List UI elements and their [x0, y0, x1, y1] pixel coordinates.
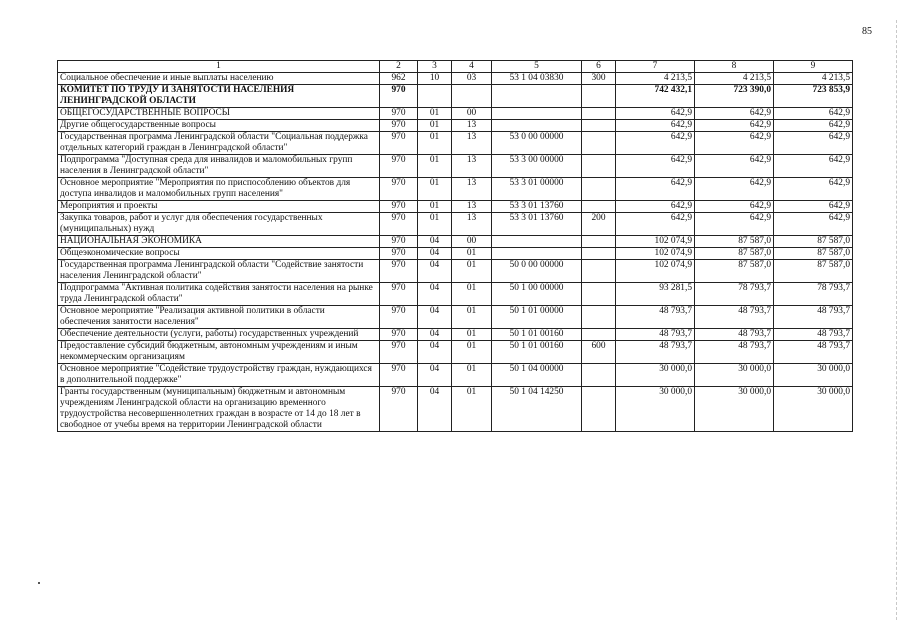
row-target-item: 53 0 00 00000 [492, 132, 582, 155]
row-value-col9: 78 793,7 [774, 283, 853, 306]
row-expense-kind: 600 [582, 341, 616, 364]
row-name: Социальное обеспечение и иные выплаты населению [58, 73, 380, 85]
row-section: 04 [418, 387, 452, 432]
row-section: 01 [418, 155, 452, 178]
row-value-col7: 4 213,5 [616, 73, 695, 85]
row-value-col8: 642,9 [695, 132, 774, 155]
header-cell: 3 [418, 61, 452, 73]
table-row [58, 213, 853, 236]
row-target-item: 50 0 00 00000 [492, 260, 582, 283]
row-value-col9: 642,9 [774, 132, 853, 155]
row-expense-kind [582, 155, 616, 178]
row-subsection: 01 [452, 248, 492, 260]
row-target-item [492, 108, 582, 120]
row-value-col9: 48 793,7 [774, 329, 853, 341]
page-number: 85 [862, 26, 872, 37]
row-name: Обеспечение деятельности (услуги, работы) государственных учреждений [58, 329, 380, 341]
row-value-col8: 642,9 [695, 201, 774, 213]
row-value-col9: 642,9 [774, 120, 853, 132]
table-body [58, 73, 853, 432]
row-subsection: 01 [452, 260, 492, 283]
row-section: 01 [418, 120, 452, 132]
table-row [58, 248, 853, 260]
row-target-item [492, 85, 582, 108]
row-value-col7: 48 793,7 [616, 329, 695, 341]
row-value-col7: 642,9 [616, 108, 695, 120]
row-value-col9: 642,9 [774, 178, 853, 201]
row-code: 970 [380, 306, 418, 329]
row-target-item: 53 3 01 13760 [492, 213, 582, 236]
row-code: 970 [380, 236, 418, 248]
row-section [418, 85, 452, 108]
row-value-col8: 48 793,7 [695, 341, 774, 364]
row-section: 01 [418, 132, 452, 155]
row-value-col8: 87 587,0 [695, 236, 774, 248]
row-name: Гранты государственным (муниципальным) бюджетным и автономным учреждениям Ленинградской области на организацию временного трудоустройства несовершеннолетних граждан в возрасте от 14 до 18 лет в свободное от учебы время на территории Ленинградской области [58, 387, 380, 432]
row-code: 970 [380, 120, 418, 132]
budget-table [57, 60, 853, 432]
row-value-col7: 93 281,5 [616, 283, 695, 306]
row-subsection: 13 [452, 178, 492, 201]
row-value-col7: 102 074,9 [616, 260, 695, 283]
row-code: 970 [380, 283, 418, 306]
row-expense-kind: 200 [582, 213, 616, 236]
row-value-col9: 87 587,0 [774, 236, 853, 248]
row-value-col8: 30 000,0 [695, 387, 774, 432]
row-name: Подпрограмма "Активная политика содействия занятости населения на рынке труда Ленинградской области" [58, 283, 380, 306]
row-name: Закупка товаров, работ и услуг для обеспечения государственных (муниципальных) нужд [58, 213, 380, 236]
row-value-col7: 642,9 [616, 213, 695, 236]
row-code: 970 [380, 155, 418, 178]
table-row [58, 132, 853, 155]
row-value-col9: 48 793,7 [774, 306, 853, 329]
table-row [58, 329, 853, 341]
row-value-col7: 642,9 [616, 155, 695, 178]
row-code: 970 [380, 387, 418, 432]
row-value-col7: 642,9 [616, 178, 695, 201]
row-subsection: 01 [452, 387, 492, 432]
row-code: 970 [380, 260, 418, 283]
row-value-col7: 30 000,0 [616, 387, 695, 432]
table-row [58, 73, 853, 85]
row-expense-kind [582, 201, 616, 213]
row-section: 04 [418, 283, 452, 306]
table-row [58, 236, 853, 248]
row-subsection: 00 [452, 108, 492, 120]
row-value-col7: 642,9 [616, 132, 695, 155]
row-value-col7: 742 432,1 [616, 85, 695, 108]
row-target-item: 50 1 01 00000 [492, 306, 582, 329]
row-value-col9: 642,9 [774, 155, 853, 178]
row-value-col8: 87 587,0 [695, 248, 774, 260]
row-subsection: 01 [452, 329, 492, 341]
row-section: 01 [418, 178, 452, 201]
row-name: Государственная программа Ленинградской области "Содействие занятости населения Ленинградской области" [58, 260, 380, 283]
row-target-item: 53 3 01 00000 [492, 178, 582, 201]
row-section: 04 [418, 248, 452, 260]
row-subsection: 13 [452, 155, 492, 178]
table-row [58, 85, 853, 108]
row-value-col7: 642,9 [616, 120, 695, 132]
row-name: Основное мероприятие "Реализация активной политики в области обеспечения занятости населения" [58, 306, 380, 329]
table-row [58, 283, 853, 306]
row-subsection: 13 [452, 201, 492, 213]
row-value-col8: 642,9 [695, 108, 774, 120]
row-section: 01 [418, 108, 452, 120]
row-expense-kind [582, 85, 616, 108]
row-value-col9: 642,9 [774, 213, 853, 236]
row-subsection: 01 [452, 364, 492, 387]
row-subsection: 01 [452, 341, 492, 364]
row-name: Предоставление субсидий бюджетным, автономным учреждениям и иным некоммерческим организациям [58, 341, 380, 364]
table-row [58, 364, 853, 387]
row-value-col8: 4 213,5 [695, 73, 774, 85]
row-expense-kind [582, 306, 616, 329]
row-subsection: 13 [452, 213, 492, 236]
scan-edge-marks [896, 20, 898, 620]
row-subsection: 00 [452, 236, 492, 248]
row-value-col8: 87 587,0 [695, 260, 774, 283]
row-section: 01 [418, 213, 452, 236]
scan-speck [38, 582, 40, 584]
row-value-col7: 48 793,7 [616, 341, 695, 364]
row-target-item: 50 1 01 00160 [492, 329, 582, 341]
row-code: 970 [380, 248, 418, 260]
row-target-item: 50 1 04 14250 [492, 387, 582, 432]
row-target-item: 50 1 01 00160 [492, 341, 582, 364]
row-expense-kind [582, 120, 616, 132]
row-expense-kind [582, 387, 616, 432]
row-name: Основное мероприятие "Содействие трудоустройству граждан, нуждающихся в дополнительной поддержке" [58, 364, 380, 387]
row-target-item: 50 1 00 00000 [492, 283, 582, 306]
row-name: ОБЩЕГОСУДАРСТВЕННЫЕ ВОПРОСЫ [58, 108, 380, 120]
table-row [58, 178, 853, 201]
row-section: 04 [418, 364, 452, 387]
row-code: 970 [380, 213, 418, 236]
table-row [58, 108, 853, 120]
table-row [58, 341, 853, 364]
table-row [58, 201, 853, 213]
row-value-col8: 48 793,7 [695, 306, 774, 329]
row-value-col9: 87 587,0 [774, 260, 853, 283]
row-code: 970 [380, 108, 418, 120]
row-value-col7: 30 000,0 [616, 364, 695, 387]
row-target-item [492, 248, 582, 260]
row-code: 970 [380, 178, 418, 201]
row-expense-kind [582, 329, 616, 341]
row-value-col9: 642,9 [774, 201, 853, 213]
header-cell: 5 [492, 61, 582, 73]
row-subsection: 01 [452, 306, 492, 329]
row-value-col9: 4 213,5 [774, 73, 853, 85]
row-expense-kind [582, 236, 616, 248]
row-expense-kind [582, 132, 616, 155]
row-target-item: 53 1 04 03830 [492, 73, 582, 85]
row-expense-kind [582, 364, 616, 387]
row-value-col8: 642,9 [695, 213, 774, 236]
row-target-item: 53 3 00 00000 [492, 155, 582, 178]
row-expense-kind [582, 108, 616, 120]
row-code: 970 [380, 329, 418, 341]
row-section: 01 [418, 201, 452, 213]
row-target-item [492, 236, 582, 248]
row-value-col7: 102 074,9 [616, 236, 695, 248]
row-section: 10 [418, 73, 452, 85]
row-subsection: 01 [452, 283, 492, 306]
row-value-col8: 642,9 [695, 155, 774, 178]
row-target-item [492, 120, 582, 132]
row-name: Общеэкономические вопросы [58, 248, 380, 260]
table-row [58, 260, 853, 283]
row-code: 970 [380, 341, 418, 364]
row-value-col9: 723 853,9 [774, 85, 853, 108]
row-name: Мероприятия и проекты [58, 201, 380, 213]
row-name: КОМИТЕТ ПО ТРУДУ И ЗАНЯТОСТИ НАСЕЛЕНИЯ ЛЕНИНГРАДСКОЙ ОБЛАСТИ [58, 85, 380, 108]
row-value-col7: 48 793,7 [616, 306, 695, 329]
row-code: 970 [380, 132, 418, 155]
row-value-col9: 48 793,7 [774, 341, 853, 364]
row-expense-kind [582, 260, 616, 283]
row-section: 04 [418, 260, 452, 283]
header-row [58, 61, 853, 73]
header-cell: 6 [582, 61, 616, 73]
table-row [58, 120, 853, 132]
header-cell: 9 [774, 61, 853, 73]
row-value-col8: 723 390,0 [695, 85, 774, 108]
row-section: 04 [418, 341, 452, 364]
row-expense-kind [582, 178, 616, 201]
header-cell: 1 [58, 61, 380, 73]
row-value-col8: 30 000,0 [695, 364, 774, 387]
row-target-item: 53 3 01 13760 [492, 201, 582, 213]
row-subsection: 13 [452, 132, 492, 155]
row-code: 970 [380, 85, 418, 108]
row-value-col8: 642,9 [695, 178, 774, 201]
row-value-col9: 87 587,0 [774, 248, 853, 260]
row-section: 04 [418, 329, 452, 341]
row-value-col9: 30 000,0 [774, 387, 853, 432]
table-row [58, 387, 853, 432]
row-name: НАЦИОНАЛЬНАЯ ЭКОНОМИКА [58, 236, 380, 248]
table-row [58, 155, 853, 178]
row-code: 970 [380, 364, 418, 387]
header-cell: 2 [380, 61, 418, 73]
header-cell: 8 [695, 61, 774, 73]
row-subsection: 03 [452, 73, 492, 85]
row-name: Подпрограмма "Доступная среда для инвалидов и маломобильных групп населения в Ленинградской области" [58, 155, 380, 178]
row-value-col9: 642,9 [774, 108, 853, 120]
row-value-col8: 78 793,7 [695, 283, 774, 306]
row-expense-kind: 300 [582, 73, 616, 85]
row-section: 04 [418, 306, 452, 329]
header-cell: 7 [616, 61, 695, 73]
row-subsection: 13 [452, 120, 492, 132]
header-cell: 4 [452, 61, 492, 73]
row-value-col8: 48 793,7 [695, 329, 774, 341]
row-expense-kind [582, 248, 616, 260]
row-name: Другие общегосударственные вопросы [58, 120, 380, 132]
row-subsection [452, 85, 492, 108]
row-value-col8: 642,9 [695, 120, 774, 132]
row-value-col7: 102 074,9 [616, 248, 695, 260]
row-value-col9: 30 000,0 [774, 364, 853, 387]
row-value-col7: 642,9 [616, 201, 695, 213]
row-code: 962 [380, 73, 418, 85]
table-row [58, 306, 853, 329]
row-section: 04 [418, 236, 452, 248]
row-expense-kind [582, 283, 616, 306]
row-code: 970 [380, 201, 418, 213]
row-name: Государственная программа Ленинградской области "Социальная поддержка отдельных категорий граждан в Ленинградской области" [58, 132, 380, 155]
row-name: Основное мероприятие "Мероприятия по приспособлению объектов для доступа инвалидов и маломобильных групп населения" [58, 178, 380, 201]
row-target-item: 50 1 04 00000 [492, 364, 582, 387]
